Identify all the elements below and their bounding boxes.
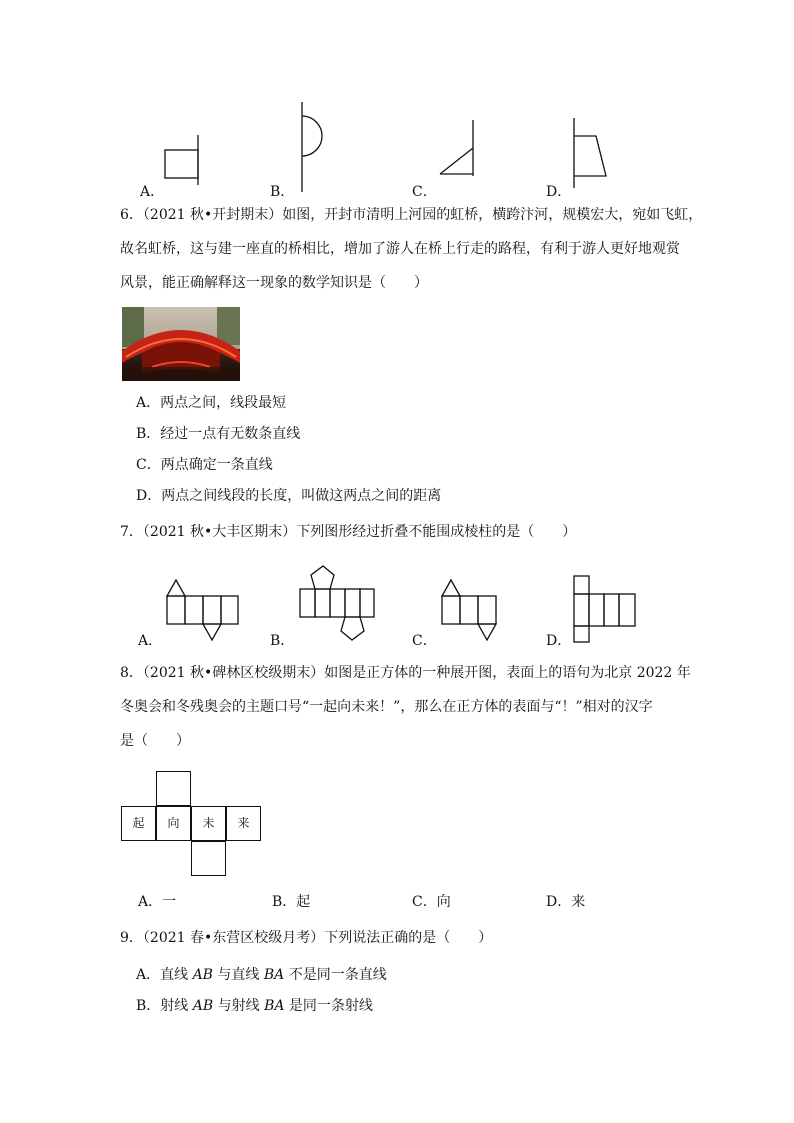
q6-option-b[interactable]: B．经过一点有无数条直线 <box>136 426 301 442</box>
q6-option-c[interactable]: C．两点确定一条直线 <box>136 457 273 473</box>
q7-net-a <box>165 578 240 643</box>
q6-stem-line1: 6．（2021 秋•开封期末）如图，开封市清明上河园的虹桥，横跨汴河，规模宏大，宛如飞虹， <box>120 207 703 223</box>
q8-stem-line2: 冬奥会和冬残奥会的主题口号“一起向未来！”，那么在正方体的表面与“！”相对的汉字 <box>120 699 653 715</box>
q9-option-a[interactable] <box>136 966 387 984</box>
var-ab: AB <box>192 967 213 983</box>
q6-option-a[interactable]: A．两点之间，线段最短 <box>136 395 287 411</box>
q5-option-a[interactable]: A． <box>140 184 165 200</box>
q7-net-c <box>440 578 500 643</box>
q9-option-a-text: 与直线 <box>212 967 264 983</box>
q5-figure-d <box>568 116 618 188</box>
q8-option-d[interactable]: D．来 <box>546 894 586 910</box>
q5-option-c[interactable]: C． <box>412 184 437 200</box>
q9-option-b-text: B．射线 <box>136 998 193 1014</box>
net-cell-1: 起 <box>121 806 156 841</box>
q7-net-b <box>298 563 376 643</box>
rainbow-bridge-photo <box>122 307 240 381</box>
q8-stem-line3: 是（ ） <box>120 733 190 749</box>
net-cell-3: 未 <box>191 806 226 841</box>
var-ba: BA <box>263 967 285 983</box>
q7-option-a[interactable]: A． <box>138 633 163 649</box>
q6-stem-line3: 风景，能正确解释这一现象的数学知识是（ ） <box>120 275 428 291</box>
q8-option-c[interactable]: C．向 <box>412 894 451 910</box>
net-cell-2: 向 <box>156 806 191 841</box>
q9-option-a-text: A．直线 <box>136 967 193 983</box>
net-cell-top-blank <box>156 771 191 806</box>
q5-figure-b <box>295 100 335 195</box>
q6-option-d[interactable]: D．两点之间线段的长度，叫做这两点之间的距离 <box>136 488 442 504</box>
q8-option-b[interactable]: B．起 <box>272 894 311 910</box>
q7-option-c[interactable]: C． <box>412 633 437 649</box>
q7-option-d[interactable]: D． <box>546 633 572 649</box>
q9-stem: 9．（2021 春•东营区校级月考）下列说法正确的是（ ） <box>120 930 493 946</box>
q7-stem: 7．（2021 秋•大丰区期末）下列图形经过折叠不能围成棱柱的是（ ） <box>120 524 577 540</box>
var-ab: AB <box>192 998 214 1014</box>
var-ba: BA <box>264 998 285 1014</box>
q5-option-d[interactable]: D． <box>546 184 572 200</box>
q7-net-d <box>572 574 640 644</box>
q9-option-b-text: 与射线 <box>213 998 265 1014</box>
net-cell-bottom-blank <box>191 841 226 876</box>
q6-stem-line2: 故名虹桥，这与建一座直的桥相比，增加了游人在桥上行走的路程，有利于游人更好地观赏 <box>120 241 680 257</box>
q9-option-a-text: 不是同一条直线 <box>284 967 387 983</box>
q8-option-a[interactable]: A．一 <box>138 894 177 910</box>
q7-option-b[interactable]: B． <box>270 633 295 649</box>
q5-option-b[interactable]: B． <box>270 184 295 200</box>
q5-figure-a <box>160 130 210 190</box>
q9-option-b[interactable] <box>136 997 373 1015</box>
q5-figure-c <box>435 118 485 178</box>
q8-stem-line1: 8．（2021 秋•碑林区校级期末）如图是正方体的一种展开图，表面上的语句为北京 2022 年 <box>120 665 691 681</box>
net-cell-4: 来 <box>226 806 261 841</box>
q9-option-b-text: 是同一条射线 <box>284 998 373 1014</box>
